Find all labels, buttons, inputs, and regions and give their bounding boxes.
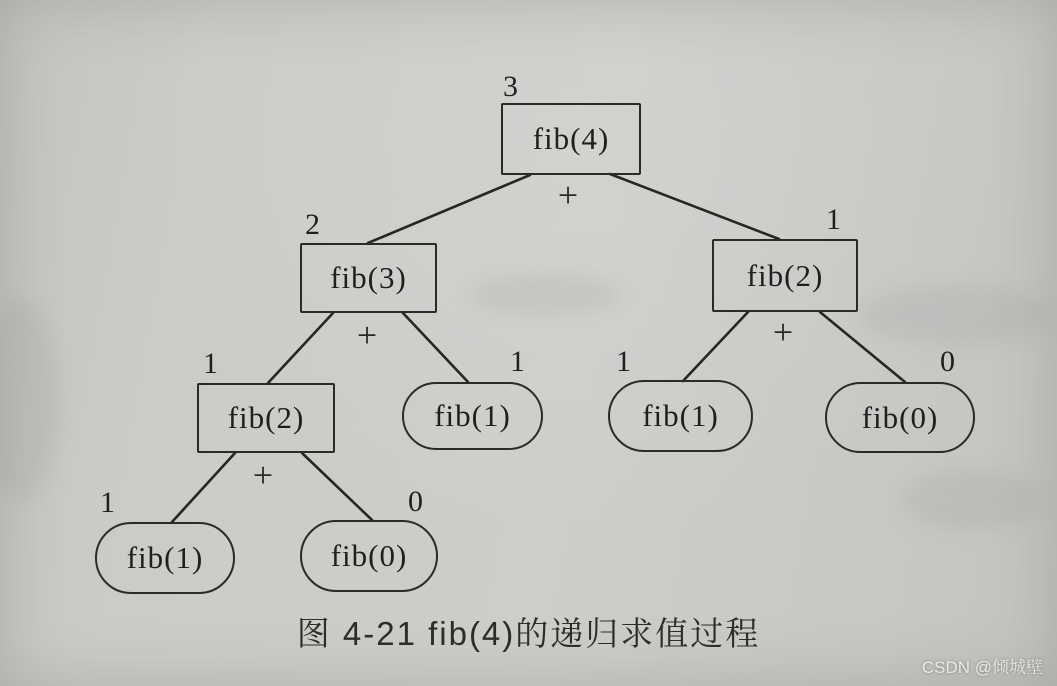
edge-fib3-to-fib1-middle [403,313,468,382]
node-label: fib(1) [126,540,204,575]
edge-fib2-left-to-fib1-bottom [172,453,235,522]
tree-node-fib3 [300,243,437,313]
return-value-fib1-middle: 1 [510,345,525,378]
node-label: fib(1) [642,398,719,433]
node-label: fib(0) [330,538,408,573]
node-label: fib(2) [227,400,305,435]
edge-fib3-to-fib2-left [268,313,333,383]
tree-node-fib1-bottom [95,522,235,594]
edge-fib2-right-to-fib0-right [820,312,905,382]
return-value-fib2-left: 1 [203,347,218,380]
figure-caption: 图 4-21 fib(4)的递归求值过程 [296,615,761,652]
tree-node-fib2-right [712,239,858,312]
plus-sign-under-fib2-right: + [772,312,794,352]
return-value-fib1-right: 1 [616,345,631,378]
tree-node-fib0-right [825,382,975,453]
edge-fib2-right-to-fib1-right [683,312,748,381]
node-label: fib(2) [746,257,824,293]
return-value-fib3: 2 [305,208,320,241]
return-value-fib0-right: 0 [940,345,955,378]
plus-sign-under-fib2-left: + [252,455,274,495]
plus-sign-under-fib4: + [557,175,579,215]
return-value-fib4: 3 [503,70,518,103]
edge-fib4-to-fib2-right [610,174,779,239]
tree-node-fib1-right [608,380,753,452]
return-value-fib1-bottom: 1 [100,486,115,519]
return-value-fib2-right: 1 [826,203,841,236]
node-label: fib(1) [434,398,511,433]
tree-node-fib4 [501,103,641,175]
tree-node-fib2-left [197,383,335,453]
tree-node-fib0-bottom [300,520,438,592]
edge-fib2-left-to-fib0-bottom [302,453,372,520]
return-value-fib0-bottom: 0 [408,485,423,518]
csdn-watermark: CSDN @倾城壁 [921,658,1043,677]
node-label: fib(4) [532,121,610,156]
tree-node-fib1-middle [402,382,543,450]
plus-sign-under-fib3: + [356,315,378,355]
node-label: fib(3) [330,260,407,295]
node-label: fib(0) [861,399,939,435]
edge-fib4-to-fib3 [368,175,530,243]
